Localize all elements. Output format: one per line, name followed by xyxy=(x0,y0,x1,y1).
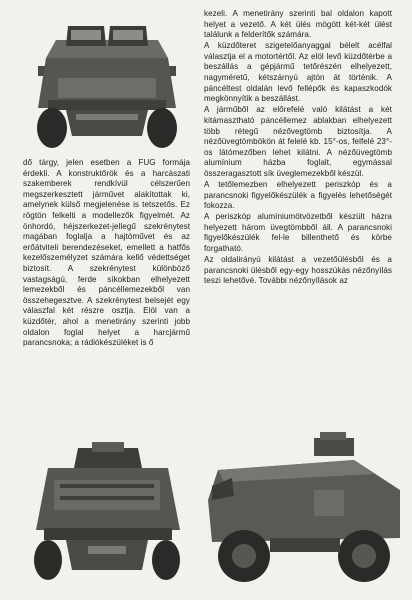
right-paragraph-5: A periszkóp alumíniumötvözetből készült házra helyezett három üvegtömbből áll. A parancsnoki figyelőkészülék fel-le billenthető és körbe forgatható. xyxy=(204,212,392,254)
right-paragraph-1: kezeli. A menetirány szerinti bal oldalon kapott helyet a vezető. A két ülés mögött két-két ülést találunk a felderítők számára. xyxy=(204,9,392,40)
vehicle-front-drawing xyxy=(18,18,196,153)
vehicle-rear-photo xyxy=(18,440,196,595)
left-paragraph-1: dő tárgy, jelen esetben a FUG formája érdekli. A konstruktőrök és a harcászati szakemberek rendkívül célszerűen megszerkesztett járművet alakítottak ki, amelynek külső megjelenése is tetszetős. Ez rögtön felkelti a modellezők figyelmét. Az önhordó, héjszerkezet-jellegű szekrénytest magában foglalja a hajtóművet és az erőátviteli berendezéseket, emellett a hatfős kezelőszemélyzet számára kellő védettséget biztosít. A szekrénytest különböző vastagságú, ferde síkokban elhelyezett lemezekből és páncéllemezekből van összehegesztve. A szekrénytest belsejét egy válaszfal két részre osztja. Elöl van a küzdőtér, ahol a menetirány szerinti jobb oldalon foglal helyet a harcjármű parancsnoka; a rádiókészüléket is ő xyxy=(23,158,190,348)
right-paragraph-4: A tetőlemezben elhelyezett periszkóp és a parancsnoki figyelőkészülék a figyelés lehetőségét fokozza. xyxy=(204,180,392,211)
right-paragraph-3: A járműből az előrefelé való kilátást a két kitámasztható páncéllemez ablakban elhelyezett több rétegű nézővegtömb biztosítja. A nézőüvegtömbökön át felelé kb. 15°-os, felfelé 23°-os látómezőben lehet kilátni. A nézőüvegtömb alumínium házba foglalt, egymással összeragasztott sík üveglemezekből készül. xyxy=(204,105,392,178)
vehicle-rear-drawing xyxy=(18,440,196,595)
left-text-column xyxy=(23,158,190,349)
vehicle-front-photo xyxy=(18,18,196,153)
right-paragraph-2: A küzdőteret szigetelőanyaggal bélelt acélfal választja el a motortértől. Az elöl levő küzdőtérbe a beszállás a gépjármű tetőrészén elhelyezett, nagyméretű, kétszárnyú ajtón át történik. A páncéltest oldalán levő fellépők és kapaszkodók megkönnyítik a beszállást. xyxy=(204,41,392,104)
vehicle-side-drawing xyxy=(204,430,404,595)
right-text-column xyxy=(204,9,392,287)
right-paragraph-6: Az oldalirányú kilátást a vezetőülésből és a parancsnoki ülésből egy-egy hosszúkás nézőnyílás teszi lehetővé. További nézőnyílások az xyxy=(204,255,392,286)
vehicle-side-photo xyxy=(204,430,404,595)
